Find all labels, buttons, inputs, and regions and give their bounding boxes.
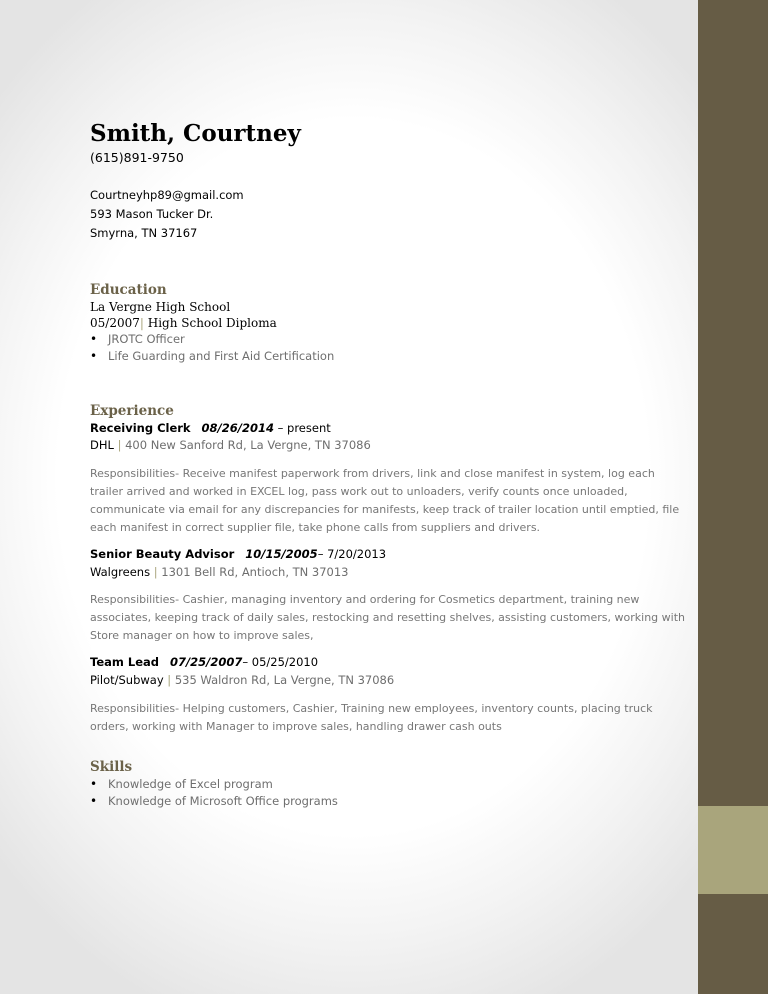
job-responsibilities: Responsibilities- Cashier, managing inventory and ordering for Cosmetics department, training new associates, keeping track of daily sales, restocking and resetting shelves, assisting customers, working with Store manager on how to improve sales, — [90, 593, 685, 642]
job-location: 400 New Sanford Rd, La Vergne, TN 37086 — [125, 438, 371, 452]
job-employer: Walgreens — [90, 565, 151, 579]
job-employer-line — [90, 565, 349, 579]
email-address: Courtneyhp89@gmail.com — [90, 188, 244, 202]
job-employer: DHL — [90, 438, 114, 452]
job-employer: Pilot/Subway — [90, 673, 164, 687]
job-title-line — [90, 655, 318, 669]
job-end-date: – 7/20/2013 — [317, 547, 387, 561]
education-degree-line — [90, 316, 277, 330]
skills-list — [90, 776, 338, 810]
experience-heading: Experience — [90, 403, 174, 419]
sidebar-accent-band — [698, 806, 768, 894]
job-employer-line — [90, 673, 394, 687]
list-item: • Life Guarding and First Aid Certification — [90, 348, 334, 365]
job-title: Team Lead — [90, 655, 159, 669]
job-separator: | — [117, 438, 122, 452]
address-line-1: 593 Mason Tucker Dr. — [90, 207, 214, 221]
list-item: • JROTC Officer — [90, 331, 334, 348]
job-title: Receiving Clerk — [90, 421, 191, 435]
job-location: 535 Waldron Rd, La Vergne, TN 37086 — [174, 673, 395, 687]
education-school: La Vergne High School — [90, 300, 231, 314]
job-end-date: – present — [277, 421, 331, 435]
job-title-line — [90, 547, 386, 561]
phone-number: (615)891-9750 — [90, 150, 184, 165]
job-responsibilities: Responsibilities- Helping customers, Cashier, Training new employees, inventory counts, placing truck orders, working with Manager to improve sales, handling drawer cash outs — [90, 702, 653, 733]
address-line-2: Smyrna, TN 37167 — [90, 226, 198, 240]
job-start-date: 10/15/2005 — [245, 547, 318, 561]
job-separator: | — [153, 565, 158, 579]
list-item: • Knowledge of Excel program — [90, 776, 338, 793]
education-date: 05/2007 — [90, 316, 140, 330]
job-end-date: – 05/25/2010 — [242, 655, 319, 669]
job-responsibilities: Responsibilities- Receive manifest paperwork from drivers, link and close manifest in system, log each trailer arrived and worked in EXCEL log, pass work out to unloaders, verify counts once unloaded, communicate via email for any discrepancies for manifests, keep track of trailer location until emptied, file each manifest in correct supplier file, take phone calls from suppliers and drivers. — [90, 467, 680, 534]
job-start-date: 07/25/2007 — [169, 655, 243, 669]
sidebar-bar — [698, 0, 768, 994]
list-item: • Knowledge of Microsoft Office programs — [90, 793, 338, 810]
education-degree: High School Diploma — [147, 316, 277, 330]
job-start-date: 08/26/2014 — [201, 421, 274, 435]
education-separator: | — [139, 316, 144, 330]
skills-heading: Skills — [90, 759, 133, 775]
job-title: Senior Beauty Advisor — [90, 547, 235, 561]
resume-name: Smith, Courtney — [90, 120, 301, 147]
education-heading: Education — [90, 282, 167, 298]
job-employer-line — [90, 438, 371, 452]
education-list — [90, 331, 334, 365]
job-title-line — [90, 421, 331, 435]
job-separator: | — [167, 673, 172, 687]
job-location: 1301 Bell Rd, Antioch, TN 37013 — [161, 565, 349, 579]
